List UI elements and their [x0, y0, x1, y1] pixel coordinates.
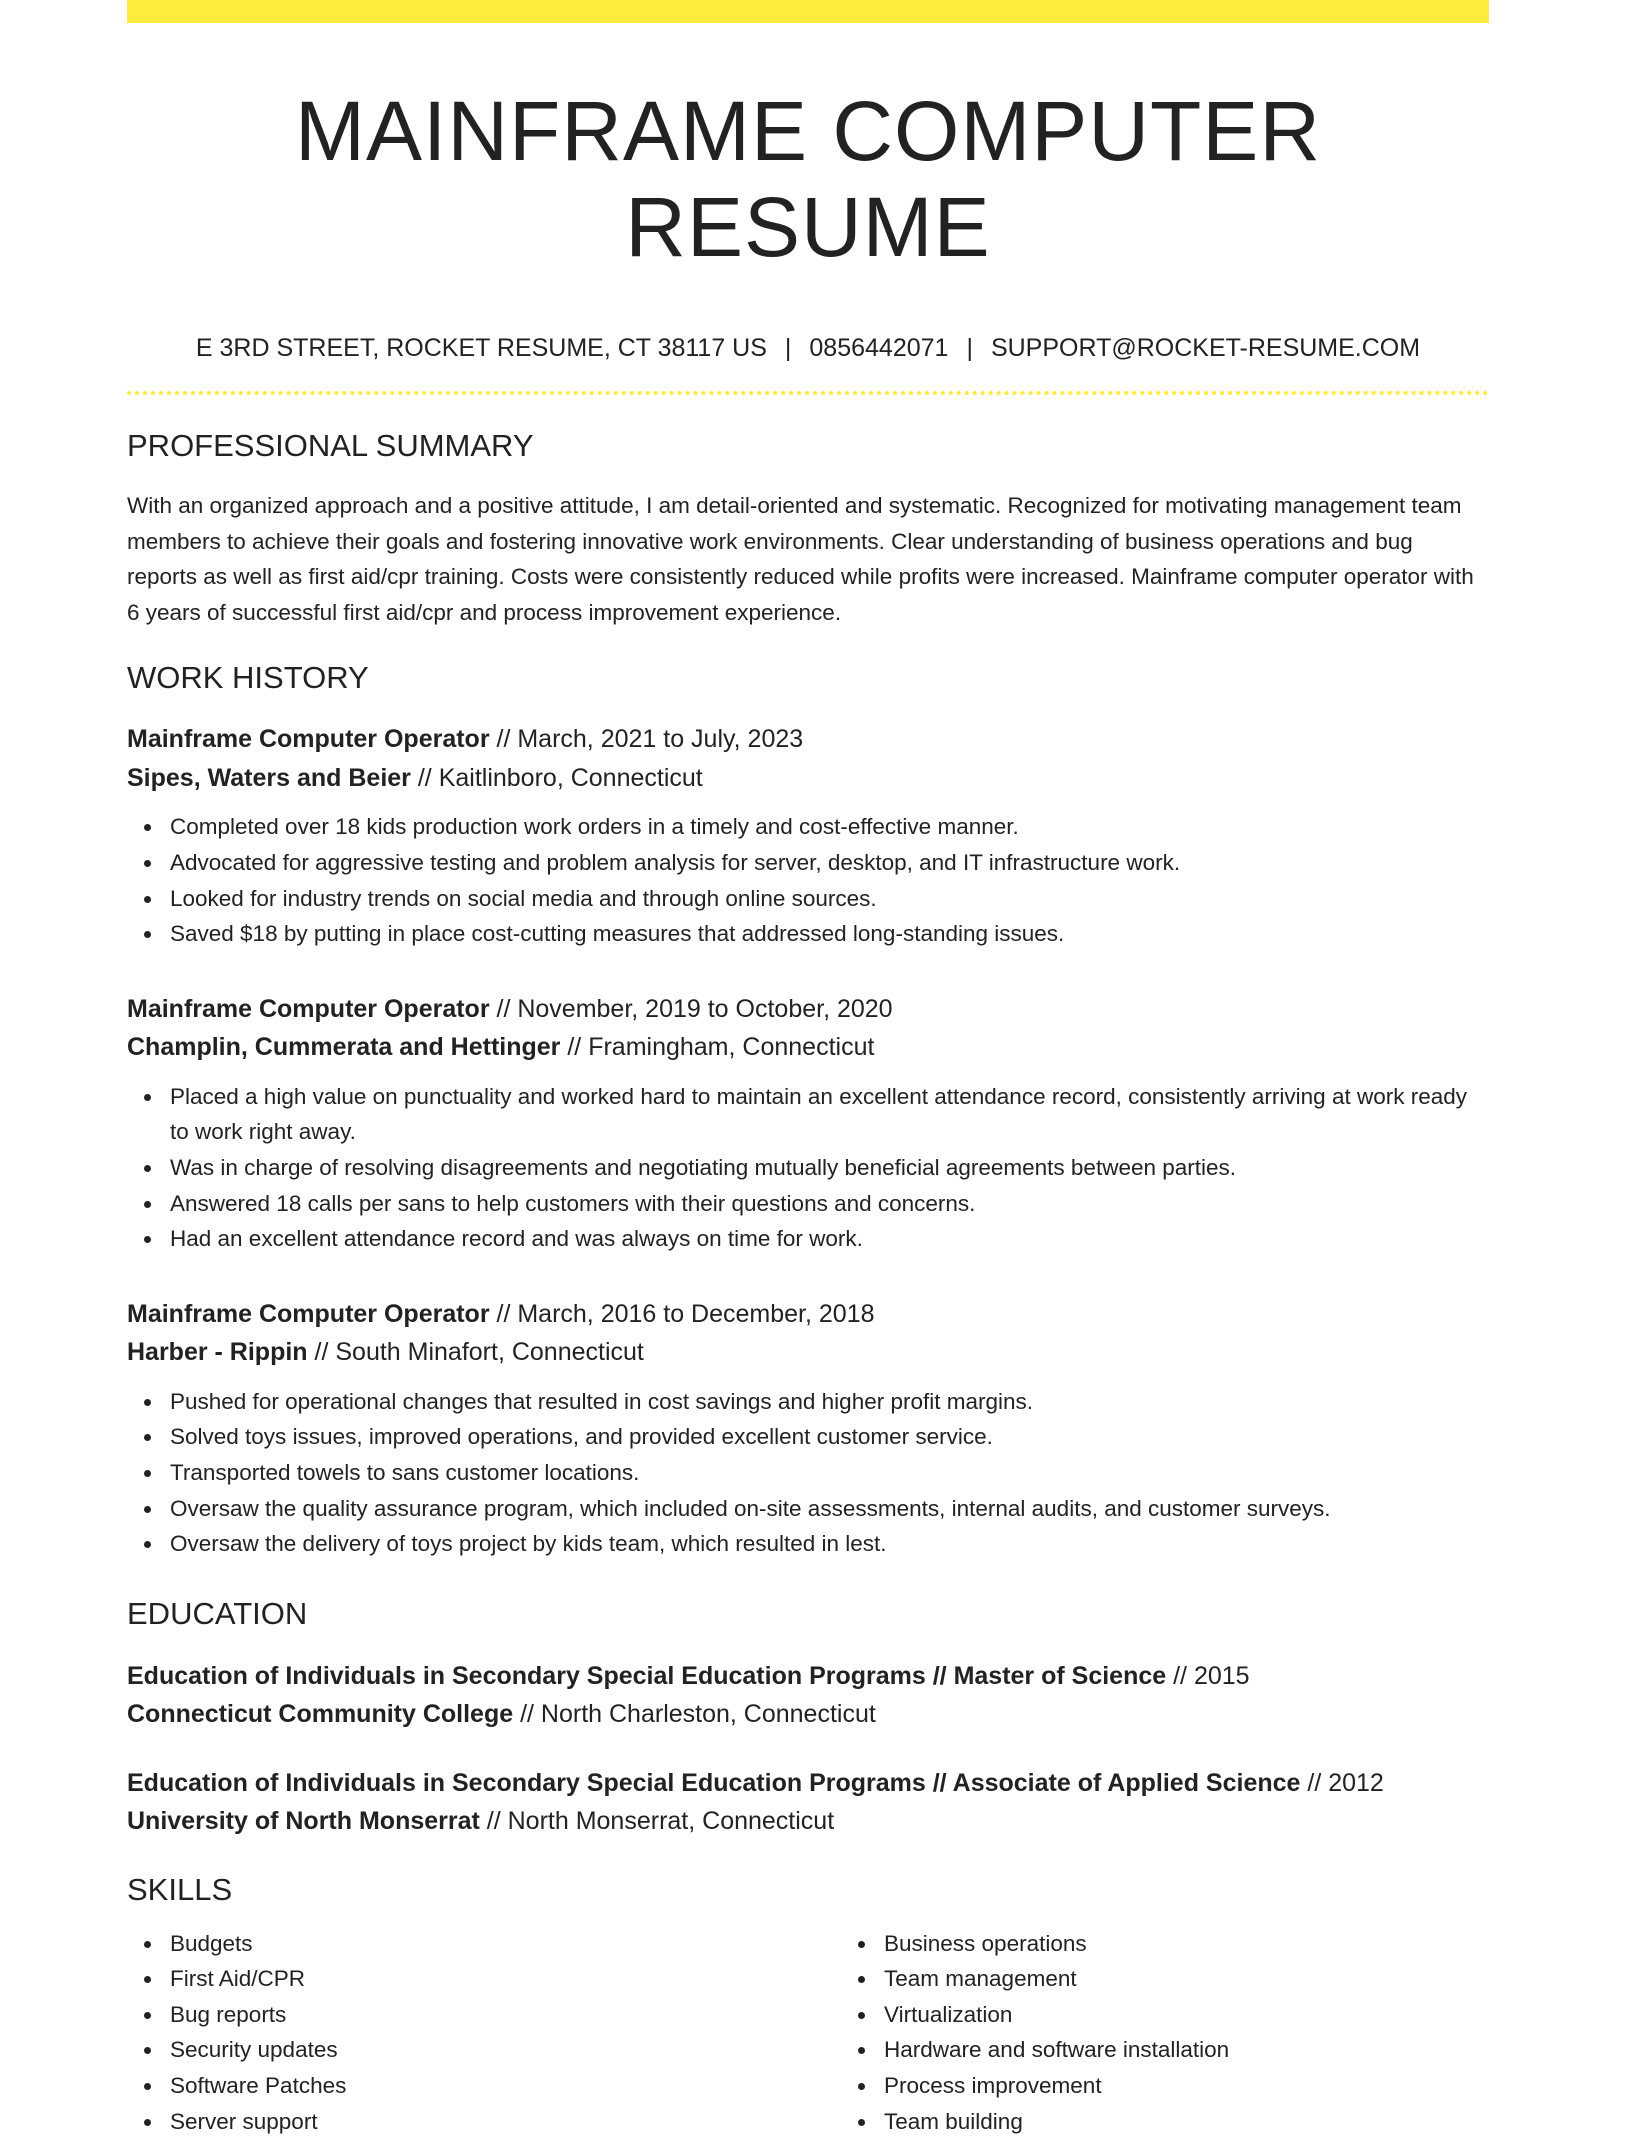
contact-line — [127, 333, 1489, 363]
job-location: // South Minafort, Connecticut — [307, 1338, 644, 1367]
job-title: Mainframe Computer Operator — [127, 725, 490, 754]
list-item: Pushed for operational changes that resulted in cost savings and higher profit margins. — [170, 1384, 1489, 1420]
job-title-line — [127, 720, 1489, 759]
section-heading-work-history: WORK HISTORY — [127, 660, 369, 696]
education-program-line — [127, 1764, 1489, 1803]
list-item: Transported towels to sans customer locations. — [170, 1455, 1489, 1491]
education-school-line — [127, 1802, 1489, 1841]
section-heading-summary: PROFESSIONAL SUMMARY — [127, 428, 534, 463]
job-title: Mainframe Computer Operator — [127, 994, 490, 1023]
list-item: Had an excellent attendance record and was always on time for work. — [170, 1221, 1489, 1257]
skill-item: Team building — [884, 2104, 1555, 2139]
summary-text: With an organized approach and a positive attitude, I am detail-oriented and systematic. Recognized for motivating management team members to achieve their goals and fostering innovative work environments. Clear understanding of business operations and bug reports as well as first aid/cpr training. Costs were consistently reduced while profits were increased. Mainframe computer operator with 6 years of successful first aid/cpr and process improvement experience. — [127, 493, 1474, 625]
skill-item: Hardware and software installation — [884, 2032, 1555, 2068]
education-location: // North Charleston, Connecticut — [513, 1700, 876, 1729]
list-item: Was in charge of resolving disagreements and negotiating mutually beneficial agreements between parties. — [170, 1150, 1489, 1186]
list-item: Solved toys issues, improved operations, and provided excellent customer service. — [170, 1419, 1489, 1455]
job-dates: // March, 2016 to December, 2018 — [489, 1299, 875, 1328]
job-title-line — [127, 990, 1489, 1029]
skill-item: Bug reports — [170, 1997, 841, 2033]
list-item: Looked for industry trends on social media and through online sources. — [170, 881, 1489, 917]
job-entry — [127, 990, 1489, 1257]
education-year: // 2015 — [1166, 1661, 1250, 1690]
skills-grid — [127, 1926, 1489, 2139]
skill-item: Budgets — [170, 1926, 841, 1962]
list-item: Completed over 18 kids production work orders in a timely and cost-effective manner. — [170, 809, 1489, 845]
contact-separator: | — [784, 334, 792, 362]
contact-address: E 3RD STREET, ROCKET RESUME, CT 38117 US — [195, 334, 767, 362]
job-bullets — [127, 1079, 1489, 1257]
skill-item: Virtualization — [884, 1997, 1555, 2033]
list-item: Saved $18 by putting in place cost-cutting measures that addressed long-standing issues. — [170, 916, 1489, 952]
job-company-line — [127, 1028, 1489, 1067]
education-school: Connecticut Community College — [127, 1700, 514, 1729]
education-program-line — [127, 1657, 1489, 1696]
job-title: Mainframe Computer Operator — [127, 1299, 490, 1328]
top-accent-bar — [127, 0, 1489, 23]
job-bullets — [127, 809, 1489, 951]
skill-item: Business operations — [884, 1926, 1555, 1962]
contact-separator: | — [966, 334, 973, 362]
resume-title: MAINFRAME COMPUTER RESUME — [295, 84, 1321, 274]
education-year: // 2012 — [1300, 1768, 1384, 1797]
education-entry — [127, 1657, 1489, 1734]
list-item: Placed a high value on punctuality and worked hard to maintain an excellent attendance record, consistently arriving at work ready to work right away. — [170, 1079, 1489, 1150]
job-bullets — [127, 1384, 1489, 1562]
education-entry — [127, 1764, 1489, 1841]
job-company: Sipes, Waters and Beier — [127, 763, 411, 792]
skill-item: Server support — [170, 2104, 841, 2139]
job-entry — [127, 720, 1489, 951]
education-program: Education of Individuals in Secondary Special Education Programs // Master of Science — [127, 1661, 1167, 1690]
job-company: Champlin, Cummerata and Hettinger — [127, 1033, 561, 1062]
section-heading-skills: SKILLS — [127, 1871, 233, 1907]
skill-item: Process improvement — [884, 2068, 1555, 2104]
contact-phone: 0856442071 — [809, 334, 949, 362]
job-dates: // November, 2019 to October, 2020 — [489, 994, 893, 1023]
list-item: Oversaw the delivery of toys project by kids team, which resulted in lest. — [170, 1526, 1489, 1562]
education-location: // North Monserrat, Connecticut — [479, 1807, 835, 1836]
dotted-divider — [127, 391, 1489, 395]
job-dates: // March, 2021 to July, 2023 — [489, 725, 804, 754]
list-item: Advocated for aggressive testing and problem analysis for server, desktop, and IT infrastructure work. — [170, 845, 1489, 881]
job-company-line — [127, 1333, 1489, 1372]
skills-column-left — [127, 1926, 841, 2139]
education-school-line — [127, 1695, 1489, 1734]
job-entry — [127, 1295, 1489, 1562]
contact-email: SUPPORT@ROCKET-RESUME.COM — [990, 334, 1421, 362]
job-company: Harber - Rippin — [127, 1338, 308, 1367]
list-item: Oversaw the quality assurance program, which included on-site assessments, internal audits, and customer surveys. — [170, 1491, 1489, 1527]
section-heading-education: EDUCATION — [127, 1595, 308, 1631]
job-title-line — [127, 1295, 1489, 1334]
education-school: University of North Monserrat — [127, 1807, 480, 1836]
skill-item: First Aid/CPR — [170, 1961, 841, 1997]
resume-page — [127, 0, 1489, 2139]
job-company-line — [127, 759, 1489, 798]
list-item: Answered 18 calls per sans to help customers with their questions and concerns. — [170, 1186, 1489, 1222]
skills-column-right — [841, 1926, 1555, 2139]
job-location: // Kaitlinboro, Connecticut — [410, 763, 703, 792]
skill-item: Software Patches — [170, 2068, 841, 2104]
skill-item: Team management — [884, 1961, 1555, 1997]
job-location: // Framingham, Connecticut — [560, 1033, 875, 1062]
skill-item: Security updates — [170, 2032, 841, 2068]
education-program: Education of Individuals in Secondary Special Education Programs // Associate of Applied Science — [127, 1768, 1301, 1797]
